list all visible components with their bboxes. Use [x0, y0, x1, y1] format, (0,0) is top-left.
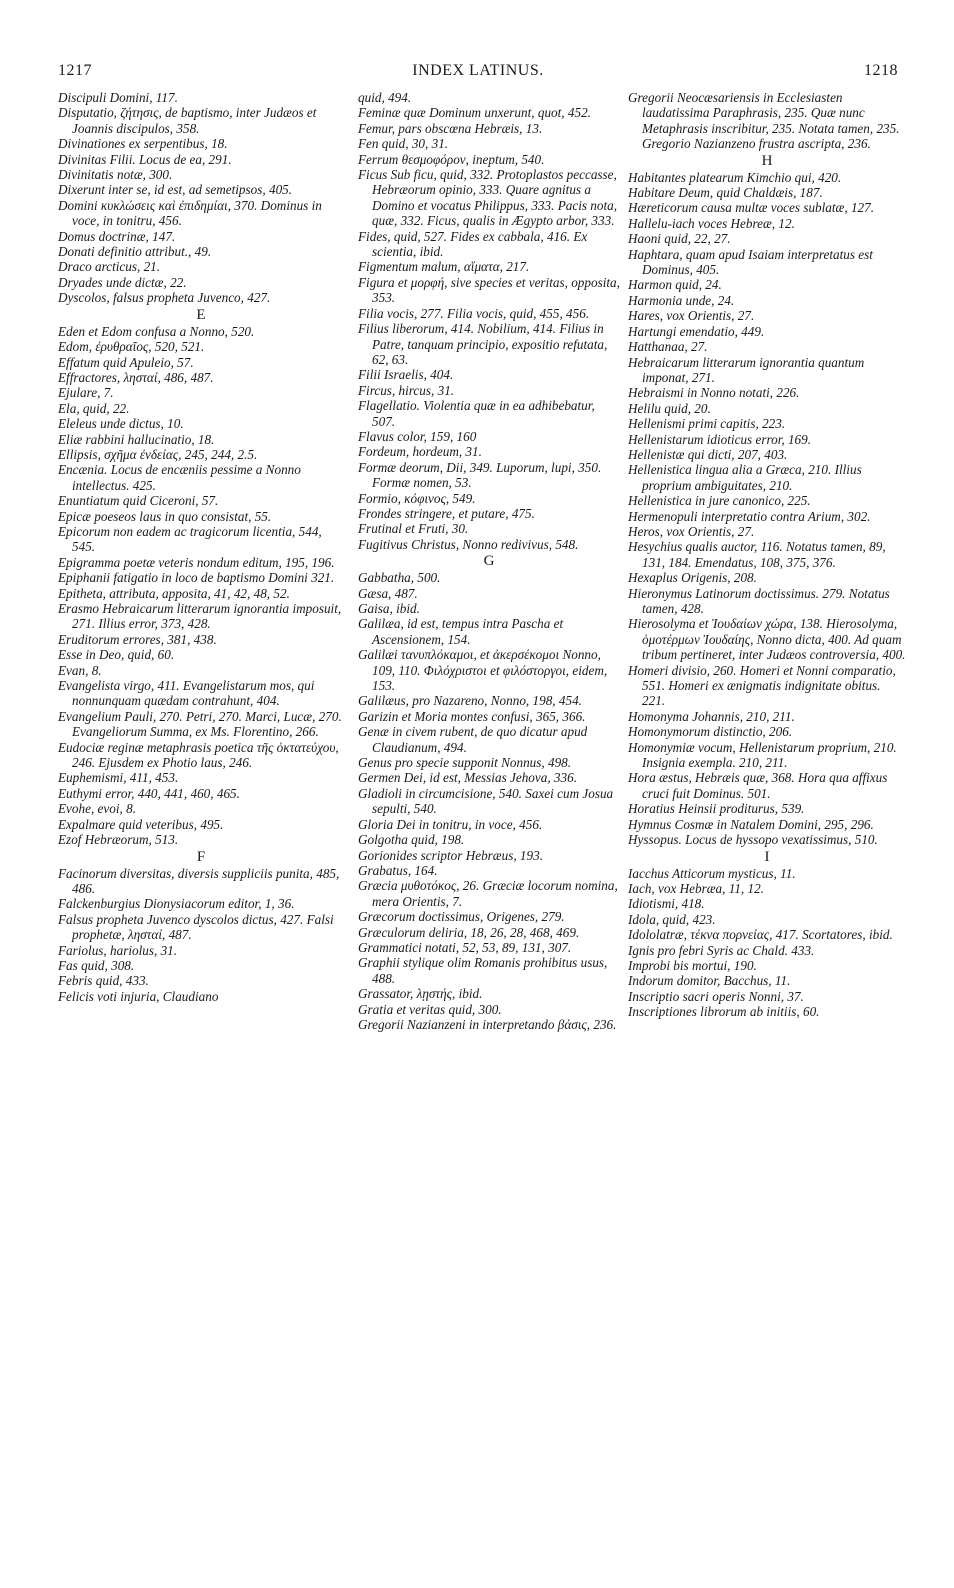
index-entry: Domini κυκλώσεις καὶ ἐπιδημίαι, 370. Dominus in voce, in tonitru, 456. [58, 197, 322, 229]
index-entry: Heros, vox Orientis, 27. [628, 523, 755, 539]
index-entry: quid, 494. [358, 90, 412, 105]
index-entry: Hares, vox Orientis, 27. [628, 308, 755, 324]
index-entry: Feminæ quæ Dominum unxerunt, quot, 452. [358, 105, 591, 121]
index-entry: Germen Dei, id est, Messias Jehova, 336. [358, 770, 578, 786]
index-entry: Fircus, hircus, 31. [358, 382, 455, 398]
index-entry: Graphii stylique olim Romanis prohibitus usus, 488. [358, 955, 608, 986]
index-entry: Enuntiatum quid Ciceroni, 57. [58, 493, 219, 509]
index-entry: Eruditorum errores, 381, 438. [58, 631, 217, 647]
page-header [58, 62, 898, 84]
index-entry: Garizin et Moria montes confusi, 365, 366. [358, 708, 586, 724]
index-entry: Gloria Dei in tonitru, in voce, 456. [358, 816, 543, 832]
index-entry: Homonymiæ vocum, Hellenistarum proprium, 210. Insignia exempla. 210, 211. [628, 739, 897, 771]
running-title: INDEX LATINUS. [412, 62, 544, 79]
index-entry: Dryades unde dictæ, 22. [58, 274, 187, 290]
index-entry: Epicorum non eadem ac tragicorum licentia, 544, 545. [58, 523, 322, 555]
index-entry: Falsus propheta Juvenco dyscolos dictus, 427. Falsi prophetæ, λησταί, 487. [58, 911, 334, 943]
index-entry: Haoni quid, 22, 27. [628, 231, 731, 247]
index-entry: Ejulare, 7. [58, 385, 114, 401]
index-entry: Grassator, λῃστής, ibid. [358, 986, 483, 1002]
index-entry: Horatius Heinsii proditurus, 539. [628, 801, 805, 817]
index-entry: Figura et μορφή, sive species et veritas, opposita, 353. [358, 274, 620, 306]
index-entry: Evangelium Pauli, 270. Petri, 270. Marci, Lucæ, 270. Evangeliorum Summa, ex Ms. Florentino, 266. [58, 708, 342, 740]
index-entry: Hellenistica lingua alia a Græca, 210. Illius proprium ambiguitates, 210. [628, 462, 862, 493]
index-entry: Galilæi τανυπλόκαμοι, et ἀκερσέκομοι Nonno, 109, 110. Φιλόχριστοι et φιλόστοργοι, eidem, 153. [358, 647, 608, 694]
index-entry: Epitheta, attributa, apposita, 41, 42, 48, 52. [58, 585, 290, 601]
index-entry: Divinitatis notæ, 300. [58, 167, 173, 183]
index-entry: Ellipsis, σχῆμα ἐνδείας, 245, 244, 2.5. [58, 446, 258, 462]
index-entry: Ezof Hebræorum, 513. [58, 832, 179, 848]
index-entry: Fides, quid, 527. Fides ex cabbala, 416. Ex scientia, ibid. [358, 228, 588, 260]
index-entry: Epiphanii fatigatio in loco de baptismo Domini 321. [58, 570, 335, 586]
index-entry: Fariolus, hariolus, 31. [58, 942, 178, 958]
index-entry: Fen quid, 30, 31. [358, 136, 449, 152]
index-entry: Galilæus, pro Nazareno, Nonno, 198, 454. [358, 693, 582, 709]
index-entry: Edom, ἐρυθραῖος, 520, 521. [58, 339, 205, 355]
index-entry: Ficus Sub ficu, quid, 332. Protoplastos peccasse, Hebræorum opinio, 333. Quare agnitus a Domino et vocatus Philippus, 333. Pacis nota, quæ, 332. Ficus, qualis in Ægypto arbor, 333. [358, 167, 618, 229]
index-column-2 [358, 90, 620, 1032]
index-entry: Epicæ poeseos laus in quo consistat, 55. [58, 508, 272, 524]
index-entry: Expalmare quid veteribus, 495. [58, 816, 224, 832]
index-entry: Hallelu-iach voces Hebreæ, 12. [628, 215, 795, 231]
index-entry: Draco arcticus, 21. [58, 259, 161, 275]
section-letter: F [196, 848, 206, 865]
index-entry: Formio, κόφινος, 549. [358, 490, 476, 506]
index-entry: Homeri divisio, 260. Homeri et Nonni comparatio, 551. Homeri ex ænigmatis indignitate obitus. 221. [628, 662, 896, 709]
section-letter: H [761, 152, 773, 169]
index-entry: Discipuli Domini, 117. [58, 90, 178, 105]
index-entry: Gæsa, 487. [358, 585, 418, 601]
index-entry: Evohe, evoi, 8. [58, 801, 136, 817]
index-entry: Dyscolos, falsus propheta Juvenco, 427. [58, 290, 271, 306]
index-entry: Gratia et veritas quid, 300. [358, 1001, 502, 1017]
index-entry: Effractores, λησταί, 486, 487. [58, 369, 214, 385]
index-entry: Donati definitio attribut., 49. [58, 244, 212, 260]
index-entry: Hellenismi primi capitis, 223. [628, 416, 786, 432]
index-entry: Hebraismi in Nonno notati, 226. [628, 385, 800, 401]
index-entry: Gladioli in circumcisione, 540. Saxei cum Josua sepulti, 540. [358, 785, 614, 817]
index-entry: Hæreticorum causa multæ voces sublatæ, 127. [628, 200, 875, 216]
index-entry: Hellenistæ qui dicti, 207, 403. [628, 446, 788, 462]
index-entry: Dixerunt inter se, id est, ad semetipsos, 405. [58, 182, 293, 198]
index-entry: Galilæa, id est, tempus intra Pascha et Ascensionem, 154. [358, 616, 564, 647]
index-entry: Harmonia unde, 24. [628, 292, 735, 308]
left-page-number: 1217 [58, 62, 92, 79]
index-entry: Felicis voti injuria, Claudiano [58, 988, 219, 1004]
index-entry: Helilu quid, 20. [628, 400, 711, 416]
index-entry: Encænia. Locus de encæniis pessime a Nonno intellectus. 425. [58, 462, 301, 493]
index-entry: Hellenistarum idioticus error, 169. [628, 431, 812, 447]
right-page-number: 1218 [864, 62, 898, 79]
index-entry: Filius liberorum, 414. Nobilium, 414. Filius in Patre, tanquam principio, expositio refutata, 62, 63. [358, 321, 608, 367]
index-entry: Divinationes ex serpentibus, 18. [58, 136, 228, 152]
section-letter: I [764, 848, 770, 865]
index-entry: Gregorii Neocæsariensis in Ecclesiasten laudatissima Paraphrasis, 235. Quæ nunc Metaphrasis inscribitur, 235. Notata tamen, 235. Gregorio Nazianzeno frustra ascripta, 236. [628, 90, 900, 152]
index-entry: Ferrum θεσμοφόρον, ineptum, 540. [358, 151, 545, 167]
index-entry: Domus doctrinæ, 147. [58, 228, 176, 244]
index-entry: Filii Israelis, 404. [358, 367, 454, 383]
index-entry: Femur, pars obscœna Hebræis, 13. [358, 120, 543, 136]
index-entry: Frondes stringere, et putare, 475. [358, 505, 535, 521]
index-entry: Indorum domitor, Bacchus, 11. [628, 973, 791, 989]
index-entry: Frutinal et Fruti, 30. [358, 521, 469, 537]
index-column-3 [628, 90, 906, 1020]
index-entry: Homonyma Johannis, 210, 211. [628, 708, 795, 724]
index-entry: Iach, vox Hebræa, 11, 12. [628, 880, 764, 896]
index-entry: Erasmo Hebraicarum litterarum ignorantia imposuit, 271. Illius error, 373, 428. [58, 601, 342, 632]
index-entry: Gabbatha, 500. [358, 570, 441, 586]
index-entry: Febris quid, 433. [58, 973, 149, 989]
index-entry: Flavus color, 159, 160 [358, 428, 477, 444]
index-entry: Golgotha quid, 198. [358, 832, 465, 848]
index-entry: Hexaplus Origenis, 208. [628, 570, 757, 586]
index-entry: Inscriptiones librorum ab initiis, 60. [628, 1004, 820, 1020]
index-entry: Epigramma poetæ veteris nondum editum, 195, 196. [58, 554, 335, 570]
index-entry: Hyssopus. Locus de hyssopo vexatissimus, 510. [628, 832, 878, 848]
index-entry: Habitantes platearum Kimchio qui, 420. [628, 169, 842, 185]
index-entry: Gaisa, ibid. [358, 601, 420, 616]
index-entry: Hesychius qualis auctor, 116. Notatus tamen, 89, 131, 184. Emendatus, 108, 375, 376. [628, 539, 886, 570]
index-entry: Improbi bis mortui, 190. [628, 957, 757, 973]
index-entry: Flagellatio. Violentia quæ in ea adhibebatur, 507. [358, 398, 595, 429]
index-entry: Græcia μυθοτόκος, 26. Græciæ locorum nomina, mera Orientis, 7. [358, 878, 618, 909]
index-entry: Hebraicarum litterarum ignorantia quantum imponat, 271. [628, 354, 865, 385]
section-letter: G [483, 553, 495, 570]
index-entry: Hieronymus Latinorum doctissimus. 279. Notatus tamen, 428. [628, 585, 890, 616]
index-entry: Filia vocis, 277. Filia vocis, quid, 455, 456. [358, 305, 590, 321]
index-entry: Eliæ rabbini hallucinatio, 18. [58, 431, 215, 447]
index-entry: Disputatio, ζήτησις, de baptismo, inter Judæos et Joannis discipulos, 358. [58, 105, 317, 136]
index-entry: Idola, quid, 423. [628, 911, 716, 927]
index-entry: Euthymi error, 440, 441, 460, 465. [58, 785, 240, 801]
index-entry: Fas quid, 308. [58, 957, 135, 973]
index-entry: Figmentum malum, αἵματα, 217. [358, 259, 530, 275]
index-entry: Haphtara, quam apud Isaiam interpretatus est Dominus, 405. [628, 246, 873, 278]
index-entry: Genus pro specie supponit Nonnus, 498. [358, 755, 572, 771]
index-entry: Idololatræ, τέκνα πορνείας, 417. Scortatores, ibid. [628, 927, 893, 943]
index-entry: Harmon quid, 24. [628, 277, 722, 293]
index-entry: Eleleus unde dictus, 10. [58, 416, 184, 432]
index-entry: Grabatus, 164. [358, 862, 438, 878]
index-entry: Fordeum, hordeum, 31. [358, 444, 482, 460]
index-entry: Eudociæ reginæ metaphrasis poetica τῆς ὀκτατεύχου, 246. Ejusdem ex Photio laus, 246. [58, 739, 339, 771]
index-entry: Iacchus Atticorum mysticus, 11. [628, 865, 796, 881]
index-entry: Grammatici notati, 52, 53, 89, 131, 307. [358, 939, 572, 955]
index-entry: Genæ in civem rubent, de quo dicatur apud Claudianum, 494. [358, 724, 588, 755]
index-entry: Ignis pro febri Syris ac Chald. 433. [628, 942, 815, 958]
index-entry: Habitare Deum, quid Chaldæis, 187. [628, 185, 823, 201]
index-entry: Idiotismi, 418. [628, 896, 705, 912]
index-entry: Inscriptio sacri operis Nonni, 37. [628, 988, 804, 1004]
index-column-1 [58, 90, 344, 1004]
index-entry: Facinorum diversitas, diversis suppliciis punita, 485, 486. [58, 865, 340, 896]
index-entry: Evangelista virgo, 411. Evangelistarum mos, qui nonnunquam quædam contrahunt, 404. [58, 678, 315, 709]
index-entry: Gorionides scriptor Hebræus, 193. [358, 847, 543, 863]
index-entry: Effatum quid Apuleio, 57. [58, 354, 194, 370]
index-entry: Homonymorum distinctio, 206. [628, 724, 793, 740]
index-entry: Falckenburgius Dionysiacorum editor, 1, 36. [58, 896, 295, 912]
index-entry: Esse in Deo, quid, 60. [58, 647, 175, 663]
index-entry: Ela, quid, 22. [58, 400, 130, 416]
index-entry: Græculorum deliria, 18, 26, 28, 468, 469. [358, 924, 580, 940]
index-entry: Hierosolyma et Ἰουδαίων χώρα, 138. Hierosolyma, ὁμοτέρμων Ἰουδαίης, Nonno dicta, 400. Ad quam tribum pertineret, inter Judæos controversia, 400. [628, 616, 906, 663]
index-entry: Hellenistica in jure canonico, 225. [628, 493, 811, 509]
index-entry: Græcorum doctissimus, Origenes, 279. [358, 909, 565, 925]
index-entry: Hora æstus, Hebræis quæ, 368. Hora qua affixus cruci fuit Dominus. 501. [628, 770, 888, 801]
index-entry: Eden et Edom confusa a Nonno, 520. [58, 323, 255, 339]
index-entry: Hartungi emendatio, 449. [628, 323, 765, 339]
index-entry: Hymnus Cosmæ in Natalem Domini, 295, 296. [628, 816, 874, 832]
index-entry: Hermenopuli interpretatio contra Arium, 302. [628, 508, 871, 524]
index-entry: Hatthanaa, 27. [628, 339, 708, 355]
section-letter: E [196, 306, 206, 323]
index-entry: Gregorii Nazianzeni in interpretando βάσις, 236. [358, 1016, 617, 1032]
index-entry: Divinitas Filii. Locus de ea, 291. [58, 151, 232, 167]
index-entry: Fugitivus Christus, Nonno redivivus, 548. [358, 536, 579, 552]
index-entry: Formæ deorum, Dii, 349. Luporum, lupi, 350. Formæ nomen, 53. [358, 459, 602, 491]
index-entry: Evan, 8. [58, 662, 102, 678]
index-entry: Euphemismi, 411, 453. [58, 770, 179, 786]
